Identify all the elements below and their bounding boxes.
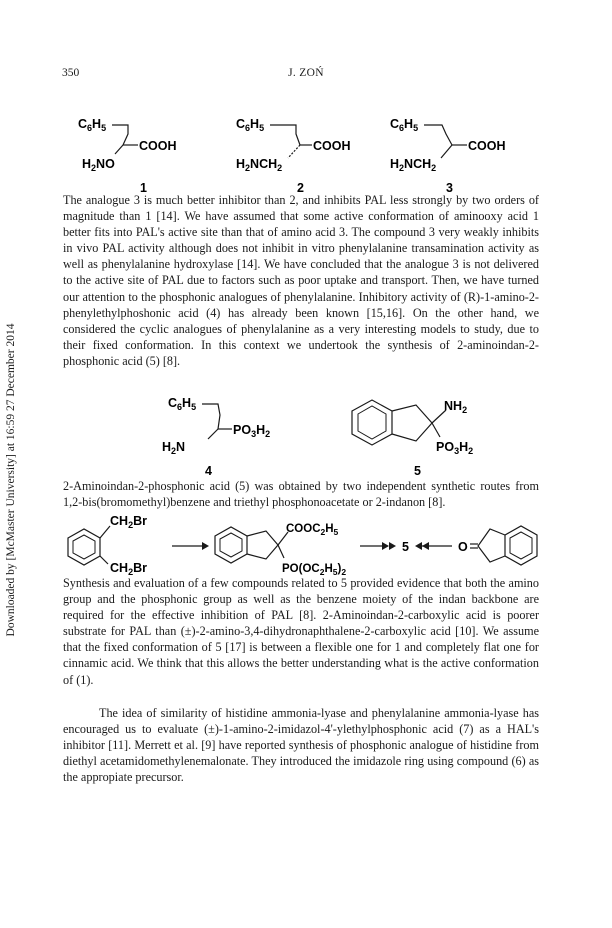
compound-1-acid-label: COOH [139,139,177,153]
compound-5-number: 5 [414,464,421,478]
paragraph-2: 2-Aminoindan-2-phosphonic acid (5) was obtained by two independent synthetic routes from 1,2-bis(bromomethyl)benzene and triethyl phosphonoacetate or 2-indanon [8]. [63,479,539,510]
compound-3-amine-label: $H_2NCH_2$ [390,157,437,173]
compound-4-phenyl-label: $C_6H_5$ [168,396,197,412]
structures-row-1 [60,108,560,196]
download-watermark [1,300,21,660]
start-bottom-label: $CH_2Br$ [110,561,147,577]
synthesis-scheme [60,510,560,578]
compound-4-amine-label: $H_2N$ [162,440,186,456]
reaction-arrow-3 [415,542,452,550]
indanone-oxygen-label: O [458,540,468,554]
structures-row-2 [60,393,560,479]
compound-2-amine-label: $H_2NCH_2$ [236,157,283,173]
compound-1-phenyl-label: $C_6H_5$ [78,117,107,133]
compound-2-acid-label: COOH [313,139,351,153]
compound-5-amine-label: $NH_2$ [444,399,468,415]
compound-3-acid-label: COOH [468,139,506,153]
reaction-arrow-1 [172,542,209,550]
paragraph-1: The analogue 3 is much better inhibitor than 2, and inhibits PAL less strongly by two orders of magnitude than 1 [14]. We have assumed that some active conformation of aminooxy acid 1 better fits into PAL's active site than that of amino acid 3. The compound 3 very weakly inhibits in vivo PAL activity although does not inhibit in vitro phenylalanine transamination activity as well as phenylalanine hydroxylase [14]. We have concluded that the analogue 3 is not delivered to the active site of PAL due to factors such as poor uptake and transport. Then, we have turned our attention to the phosphonic analogues of phenylalanine. Inhibitory activity of (R)-1-amino-2-phenylethylphoshonic acid (4) has already been known [15,16]. On the other hand, we considered the cyclic analogues of phenylalanine as a very interesting models to study, due to their fixed conformation. In this context we undertook the synthesis of 2-aminoindan-2-phosphonic acid (5) [8]. [63,193,539,368]
reaction-arrow-2 [360,542,396,550]
running-head: J. ZOŃ [288,67,324,79]
start-top-label: $CH_2Br$ [110,514,147,530]
compound-1-number: 1 [140,181,147,195]
compound-3-phenyl-label: $C_6H_5$ [390,117,419,133]
paragraph-4: The idea of similarity of histidine ammonia-lyase and phenylalanine ammonia-lyase has encouraged us to evaluate (±)-1-amino-2-imidazol-4'-ylethylphosphonic acid (7) as a HAL's inhibitor [11]. Merrett et al. [9] have reported synthesis of phosphonic analogue of histidine from diethyl acetamidomethylenemalonate. They introduced the imidazole ring using compound (6) as the appropiate precursor. [63,706,539,785]
download-watermark-text: Downloaded by [McMaster University] at 16:59 27 December 2014 [5,323,17,637]
compound-2-structure [236,117,351,195]
page-number: 350 [62,67,80,79]
compound-1-structure [78,117,177,195]
intermediate-phosphonate-label: $PO(OC_2H_5)_2$ [282,563,347,577]
compound-4-structure [162,396,270,478]
compound-2-phenyl-label: $C_6H_5$ [236,117,265,133]
compound-2-number: 2 [297,181,304,195]
compound-5-phosphono-label: $PO_3H_2$ [436,440,474,456]
compound-4-phosphono-label: $PO_3H_2$ [233,423,271,439]
paragraph-3: Synthesis and evaluation of a few compounds related to 5 provided evidence that both the amino group and the phosphonic group as well as the benzene moiety of the indan backbone are required for the effective inhibition of PAL [8]. 2-Aminoindan-2-carboxylic acid is poorer substrate for PAL than (±)-2-amino-3,4-dihydronaphthalene-2-carboxylic acid [10]. We assume that the fixed conformation of 5 [17] is between a flexible one for 1 and completely flat one for cinnamic acid. We think that this allows the better understanding what is the active conformation of (1). [63,576,539,687]
compound-4-number: 4 [205,464,212,478]
starting-material-structure [68,514,147,577]
compound-3-number: 3 [446,181,453,195]
scheme-product-number: 5 [402,540,409,554]
intermediate-structure [215,523,346,577]
compound-3-structure [390,117,506,195]
compound-1-amine-label: $H_2NO$ [82,157,115,173]
compound-5-structure [352,399,473,478]
intermediate-ester-label: $COOC_2H_5$ [286,523,339,537]
indanone-structure [458,526,537,565]
